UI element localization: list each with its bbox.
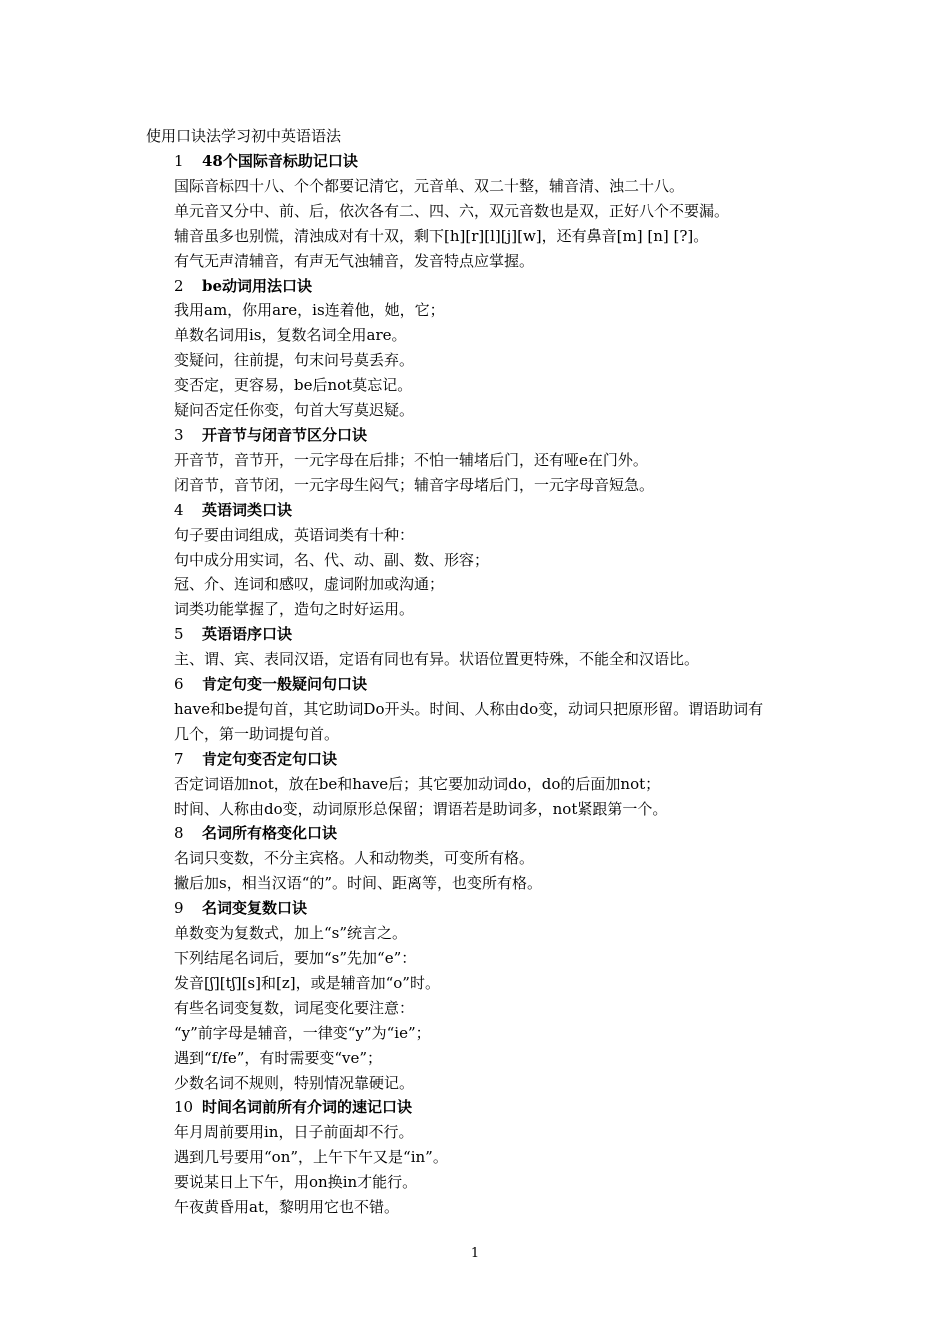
section-heading-text: 名词所有格变化口诀 [202, 824, 338, 843]
section-heading-text: 英语语序口诀 [202, 625, 293, 644]
section-line: 单数变为复数式，加上“s”统言之。 [174, 924, 408, 943]
section-line: 发音[ʃ][tʃ][s]和[z]，或是辅音加“o”时。 [174, 973, 440, 992]
section-heading-text: 肯定句变否定句口诀 [202, 749, 338, 768]
section-heading [174, 1095, 814, 1120]
section-line: 有些名词变复数，词尾变化要注意： [174, 998, 415, 1017]
section-line: 年月周前要用in，日子前面却不行。 [174, 1123, 414, 1142]
section-line: 时间、人称由do变，动词原形总保留；谓语若是助词多，not紧跟第一个。 [174, 799, 668, 818]
section-line: 主、谓、宾、表同汉语，定语有同也有异。状语位置更特殊，不能全和汉语比。 [174, 650, 700, 669]
section-number: 10 [174, 1098, 194, 1117]
section-heading [174, 498, 814, 523]
section-number: 8 [174, 824, 184, 843]
section-line: 要说某日上下午，用on换in才能行。 [174, 1173, 418, 1192]
section-number: 6 [174, 675, 184, 694]
section-line: 变否定，更容易，be后not莫忘记。 [174, 376, 413, 395]
section-line: 词类功能掌握了，造句之时好运用。 [174, 600, 415, 619]
section-heading [174, 896, 814, 921]
section-line: 名词只变数，不分主宾格。人和动物类，可变所有格。 [174, 849, 535, 868]
section-line: 句中成分用实词，名、代、动、副、数、形容； [174, 550, 490, 569]
section-line: 闭音节，音节闭，一元字母生闷气；辅音字母堵后门，一元字母音短急。 [174, 475, 655, 494]
section-line: 否定词语加not，放在be和have后；其它要加动词do，do的后面加not； [174, 774, 661, 793]
section-heading-text: 名词变复数口诀 [202, 899, 308, 918]
section-number: 1 [174, 152, 184, 170]
section-heading-text: 开音节与闭音节区分口诀 [202, 425, 368, 444]
section-line: 遇到“f/fe”，有时需要变“ve”； [174, 1048, 383, 1067]
section-line: have和be提句首，其它助词Do开头。时间、人称由do变，动词只把原形留。谓语助词有 [174, 699, 764, 718]
section-heading-text: 英语词类口诀 [202, 500, 293, 519]
section-line: 我用am，你用are，is连着他，她，它； [174, 301, 445, 320]
section-number: 4 [174, 500, 184, 519]
section-line: 疑问否定任你变，句首大写莫迟疑。 [174, 401, 415, 420]
section-line: 冠、介、连词和感叹，虚词附加或沟通； [174, 575, 445, 594]
section-heading-text: be动词用法口诀 [202, 276, 313, 295]
section-heading [174, 821, 814, 846]
section-heading [174, 149, 814, 174]
section-number: 3 [174, 425, 184, 444]
section-heading [174, 672, 814, 697]
page-number: 1 [470, 1246, 480, 1261]
section-line: 撇后加s，相当汉语“的”。时间、距离等，也变所有格。 [174, 874, 543, 893]
section-line: 几个，第一助词提句首。 [174, 724, 340, 743]
section-number: 5 [174, 625, 184, 644]
section-line: 开音节，音节开，一元字母在后排；不怕一辅堵后门，还有哑e在门外。 [174, 450, 648, 469]
section-line: 变疑问，往前提，句末问号莫丢弃。 [174, 351, 415, 370]
document-title: 使用口诀法学习初中英语语法 [146, 127, 342, 145]
document-body [174, 149, 814, 1220]
section-line: 下列结尾名词后，要加“s”先加“e”： [174, 949, 417, 967]
section-line: 有气无声清辅音，有声无气浊辅音，发音特点应掌握。 [174, 251, 535, 270]
section-heading [174, 622, 814, 647]
section-number: 2 [174, 276, 184, 295]
section-line: 午夜黄昏用at，黎明用它也不错。 [174, 1198, 399, 1217]
section-line: “y”前字母是辅音，一律变“y”为“ie”； [174, 1023, 431, 1042]
section-line: 遇到几号要用“on”，上午下午又是“in”。 [174, 1148, 448, 1167]
section-heading [174, 423, 814, 448]
section-line: 单元音又分中、前、后，依次各有二、四、六，双元音数也是双，正好八个不要漏。 [174, 201, 730, 220]
section-line: 单数名词用is，复数名词全用are。 [174, 326, 407, 345]
section-number: 7 [174, 749, 184, 768]
section-heading [174, 747, 814, 772]
section-number: 9 [174, 899, 184, 918]
section-heading-text: 肯定句变一般疑问句口诀 [202, 675, 368, 694]
section-line: 辅音虽多也别慌，清浊成对有十双，剩下[h][r][l][j][w]，还有鼻音[m] [n] [?]。 [174, 226, 709, 245]
section-heading-text: 时间名词前所有介词的速记口诀 [202, 1098, 413, 1117]
section-line: 句子要由词组成，英语词类有十种： [174, 525, 415, 544]
section-heading [174, 274, 814, 299]
section-line: 少数名词不规则，特别情况靠硬记。 [174, 1073, 415, 1092]
section-heading-text: 48个国际音标助记口诀 [202, 152, 358, 170]
section-line: 国际音标四十八、个个都要记清它，元音单、双二十整，辅音清、浊二十八。 [174, 176, 685, 195]
